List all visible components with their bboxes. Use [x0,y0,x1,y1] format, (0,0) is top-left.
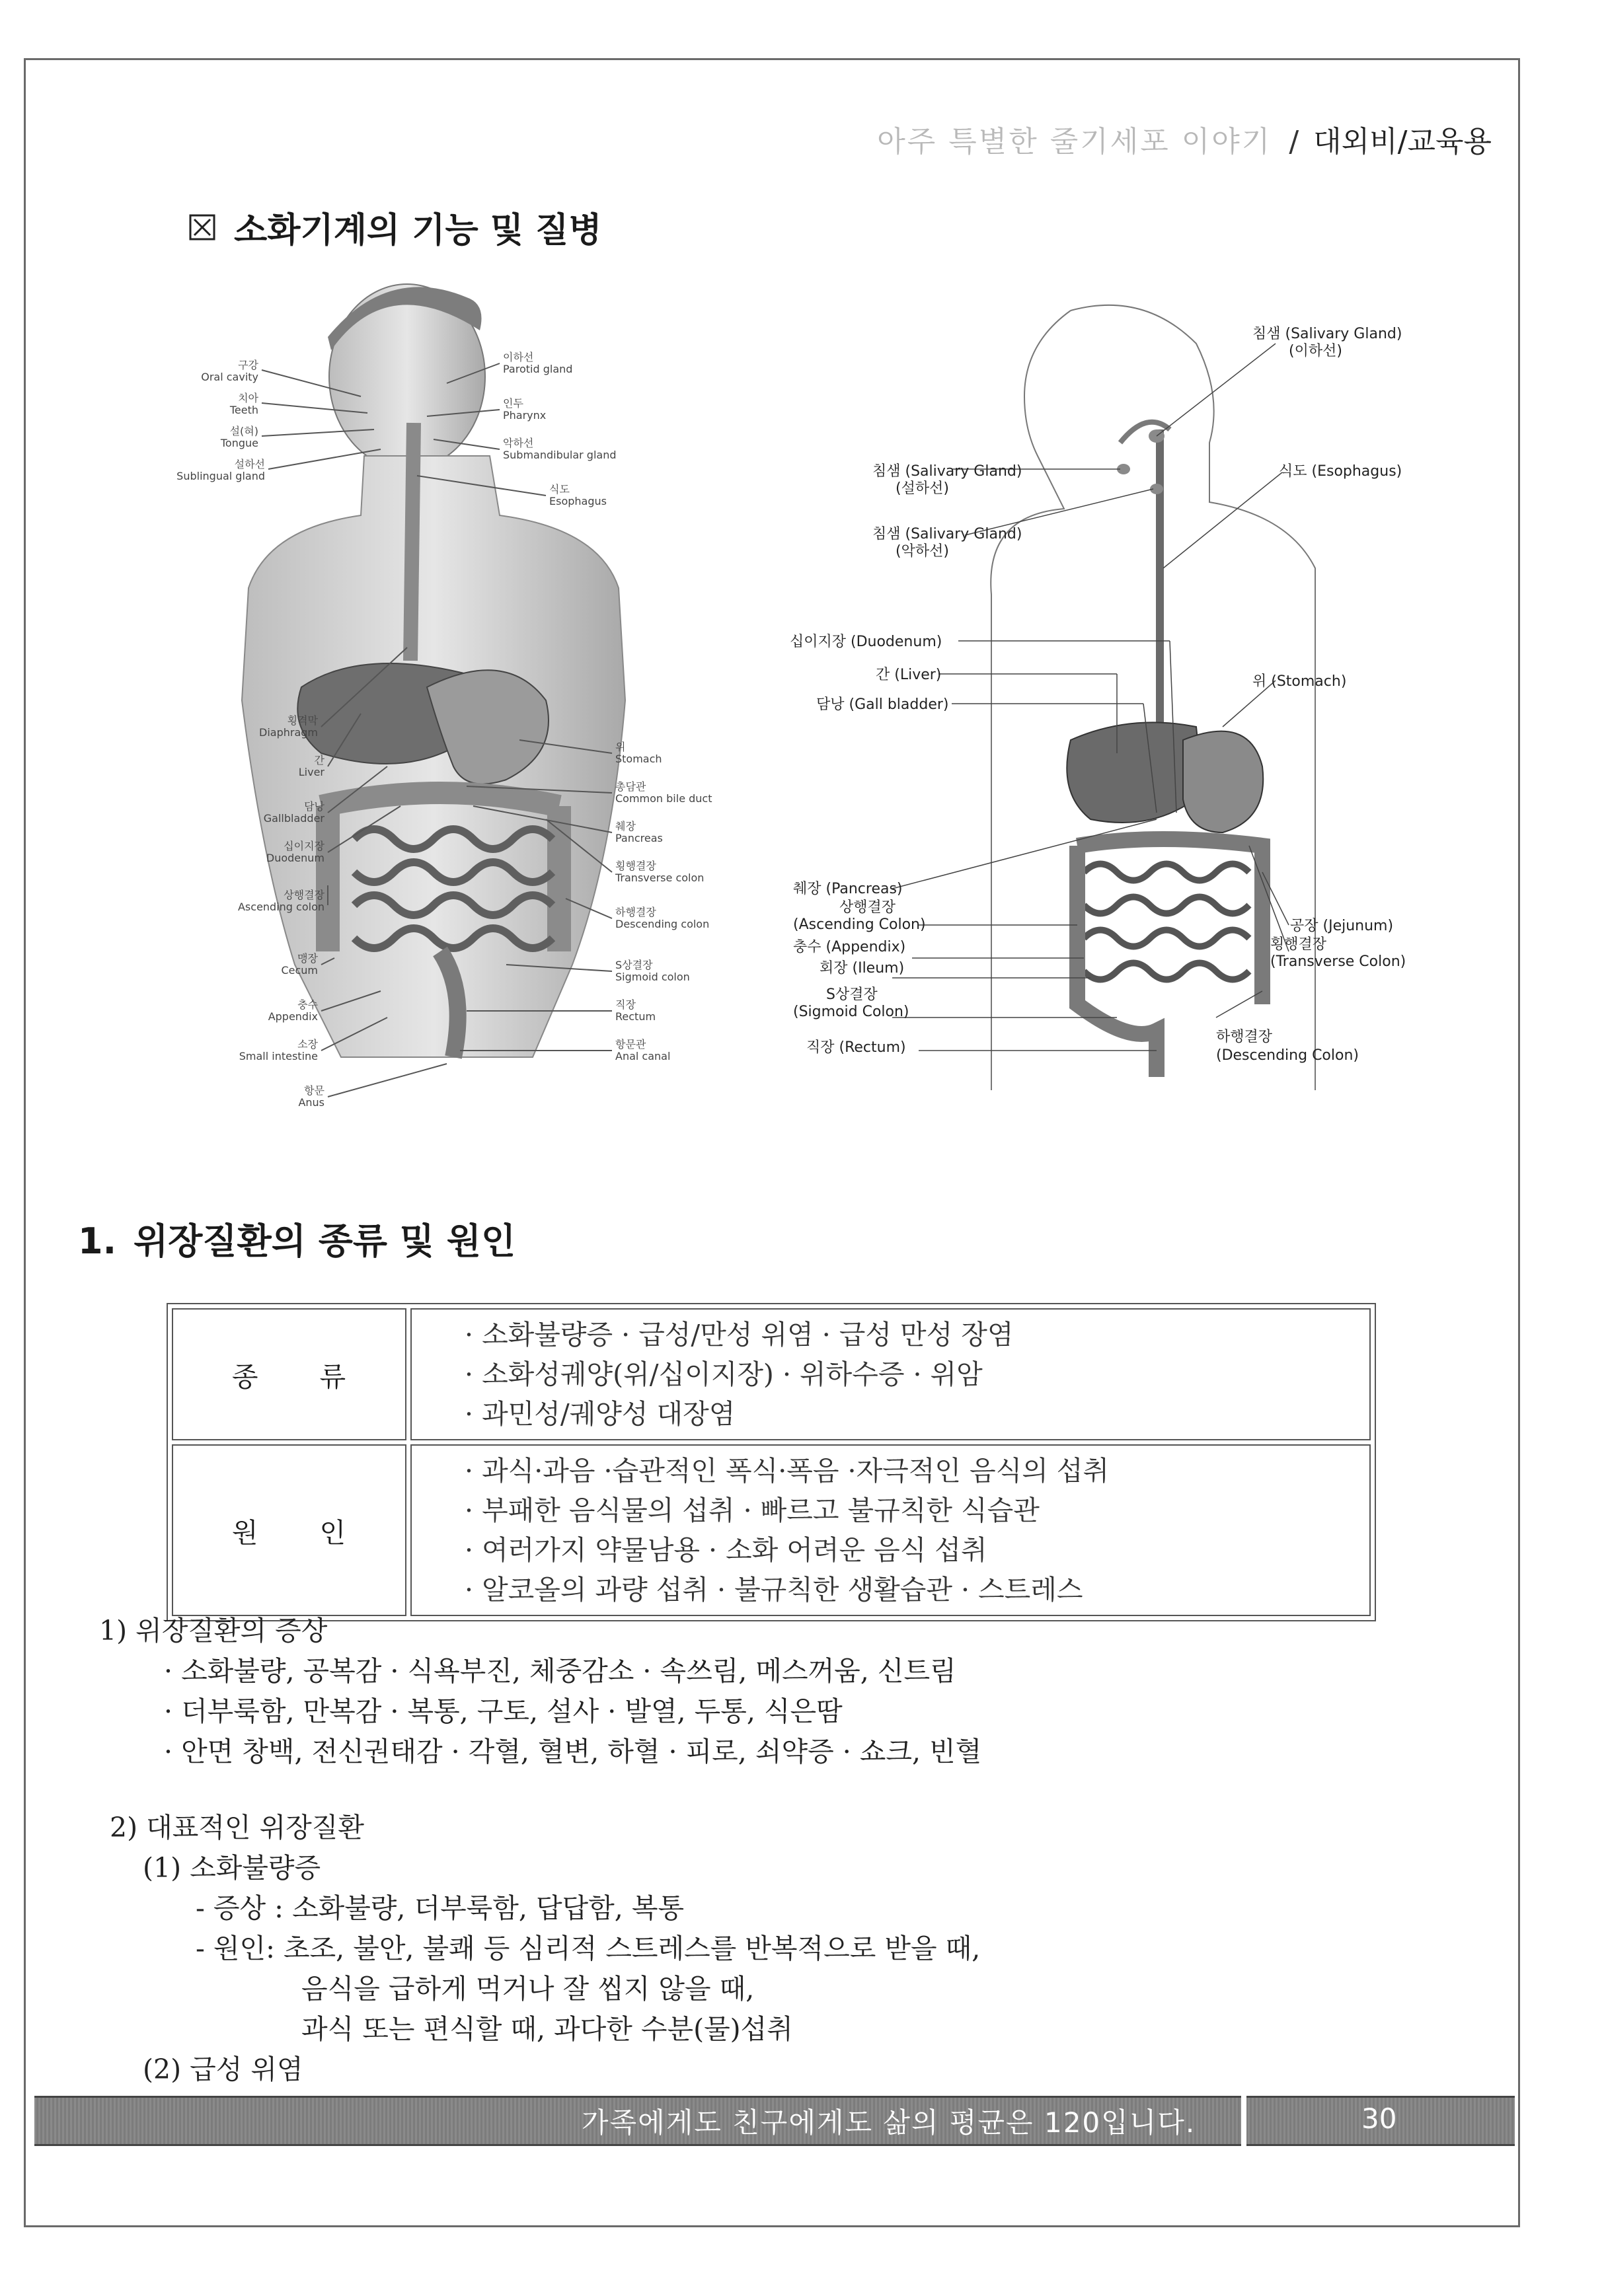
svg-text:Esophagus: Esophagus [549,495,607,507]
svg-text:맹장: 맹장 [297,952,318,965]
page-number: 30 [1361,2102,1397,2135]
table-line: · 부패한 음식물의 섭취 · 빠르고 불규칙한 식습관 [465,1495,1040,1526]
svg-text:소장: 소장 [297,1038,318,1051]
subheading-indigestion: (1) 소화불량증 [143,1852,321,1884]
svg-text:담낭: 담낭 [304,800,325,813]
indigestion-line: - 원인: 초조, 불안, 불쾌 등 심리적 스트레스를 반복적으로 받을 때, [196,1933,981,1964]
symptoms-line: · 더부룩함, 만복감 · 복통, 구토, 설사 · 발열, 두통, 식은땀 [164,1695,843,1727]
svg-text:Anal canal: Anal canal [615,1050,671,1062]
boxed-x-icon [189,214,215,241]
svg-text:횡행결장: 횡행결장 [1270,936,1327,953]
digestive-system-illustration [176,278,731,1123]
page-header [877,118,1492,160]
svg-text:(Transverse Colon): (Transverse Colon) [1270,953,1406,970]
svg-text:이하선: 이하선 [503,351,534,363]
svg-text:Rectum: Rectum [615,1010,656,1023]
svg-text:하행결장: 하행결장 [615,906,656,918]
symptoms-line: · 안면 창백, 전신권태감 · 각혈, 혈변, 하혈 · 피로, 쇠약증 · 쇼크, 빈혈 [164,1736,982,1767]
svg-text:Tongue: Tongue [220,437,258,449]
svg-text:설하선: 설하선 [234,458,265,470]
svg-text:(설하선): (설하선) [896,480,949,497]
table-row [172,1444,1371,1616]
svg-text:침샘 (Salivary Gland): 침샘 (Salivary Gland) [872,463,1022,480]
svg-text:Common bile duct: Common bile duct [615,792,712,805]
svg-text:Descending colon: Descending colon [615,918,710,930]
svg-text:(악하선): (악하선) [896,543,949,560]
svg-text:Oral cavity: Oral cavity [201,371,258,383]
table-line: · 알코올의 과량 섭취 · 불규칙한 생활습관 · 스트레스 [465,1574,1083,1606]
svg-text:Anus: Anus [298,1096,325,1109]
indigestion-line: 과식 또는 편식할 때, 과다한 수분(물)섭취 [301,2013,793,2045]
svg-text:하행결장: 하행결장 [1216,1029,1273,1045]
header-series-title: 아주 특별한 줄기세포 이야기 [877,125,1272,159]
table-row [172,1308,1371,1440]
symptoms-line: · 소화불량, 공복감 · 식욕부진, 체중감소 · 속쓰림, 메스꺼움, 신트림 [164,1655,956,1687]
svg-text:총담관: 총담관 [615,780,646,793]
svg-text:Appendix: Appendix [268,1010,318,1023]
svg-text:Diaphragm: Diaphragm [259,726,318,739]
svg-text:식도: 식도 [549,483,570,496]
svg-text:간 (Liver): 간 (Liver) [876,667,942,683]
svg-text:(Sigmoid Colon): (Sigmoid Colon) [793,1004,909,1020]
svg-text:식도 (Esophagus): 식도 (Esophagus) [1279,463,1402,480]
svg-text:담낭 (Gall bladder): 담낭 (Gall bladder) [816,696,949,713]
svg-text:십이지장 (Duodenum): 십이지장 (Duodenum) [790,634,942,650]
svg-text:위: 위 [615,741,626,753]
svg-text:구강 [238,359,258,371]
svg-text:Stomach: Stomach [615,753,662,765]
svg-text:(이하선): (이하선) [1289,343,1342,359]
svg-text:Sublingual gland: Sublingual gland [176,470,265,482]
symptoms-section [99,1611,981,1772]
svg-text:인두: 인두 [503,397,523,410]
svg-text:충수 (Appendix): 충수 (Appendix) [793,939,906,955]
svg-text:췌장: 췌장 [615,820,636,833]
heading-number: 1. [78,1220,117,1262]
svg-text:Cecum: Cecum [281,964,318,977]
svg-text:횡격막: 횡격막 [287,714,318,727]
disease-table [167,1303,1376,1621]
table-line: · 소화불량증 · 급성/만성 위염 · 급성 만성 장염 [465,1319,1014,1351]
heading-gastro-diseases [78,1213,516,1264]
svg-text:항문관: 항문관 [615,1038,646,1051]
svg-text:직장: 직장 [615,998,636,1011]
svg-text:Pancreas: Pancreas [615,832,663,844]
svg-text:Ascending colon: Ascending colon [237,901,325,913]
label-oral-cavity: 구강 [238,359,258,371]
svg-text:상행결장: 상행결장 [839,899,896,916]
svg-text:설(혀): 설(혀) [229,425,258,437]
svg-text:침샘 (Salivary Gland): 침샘 (Salivary Gland) [1252,326,1402,342]
svg-text:치아: 치아 [238,392,258,404]
svg-text:S상결장: S상결장 [826,986,878,1003]
svg-text:Liver: Liver [298,766,325,778]
table-line: · 과민성/궤양성 대장염 [465,1398,736,1430]
svg-text:Sigmoid colon: Sigmoid colon [615,971,690,983]
svg-text:Pharynx: Pharynx [503,409,547,422]
digestive-system-diagram [786,291,1421,1090]
svg-text:Teeth: Teeth [229,404,258,416]
table-line: · 여러가지 약물남용 · 소화 어려운 음식 섭취 [465,1534,987,1566]
representative-diseases-section [110,1808,980,2090]
table-key-causes: 원 인 [172,1444,406,1616]
subheading-acute-gastritis: (2) 급성 위염 [143,2054,303,2085]
svg-text:위 (Stomach): 위 (Stomach) [1252,673,1347,690]
svg-text:S상결장: S상결장 [615,959,653,971]
svg-text:Parotid gland: Parotid gland [503,363,573,375]
svg-text:(Descending Colon): (Descending Colon) [1216,1047,1359,1064]
heading-text: 위장질환의 종류 및 원인 [134,1220,516,1262]
svg-text:Gallbladder: Gallbladder [263,812,325,825]
table-key-types: 종 류 [172,1308,406,1440]
footer-slogan: 가족에게도 친구에게도 삶의 평균은 120입니다. [582,2106,1196,2139]
svg-text:Submandibular gland: Submandibular gland [503,449,617,461]
indigestion-line: 음식을 급하게 먹거나 잘 씹지 않을 때, [301,1973,755,2005]
indigestion-line: - 증상 : 소화불량, 더부룩함, 답답함, 복통 [196,1892,685,1924]
svg-text:Small intestine: Small intestine [239,1050,318,1062]
table-line: · 과식·과음 ·습관적인 폭식·폭음 ·자극적인 음식의 섭취 [465,1455,1110,1487]
representative-title: 2) 대표적인 위장질환 [110,1812,364,1843]
header-classification: 대외비/교육용 [1313,125,1492,159]
footer-divider [1241,2096,1246,2146]
svg-text:공장 (Jejunum): 공장 (Jejunum) [1290,918,1394,934]
header-separator: / [1289,125,1299,159]
table-value-types [410,1308,1371,1440]
svg-text:췌장 (Pancreas): 췌장 (Pancreas) [793,881,903,897]
svg-text:상행결장: 상행결장 [284,889,325,901]
svg-text:직장 (Rectum): 직장 (Rectum) [806,1039,906,1056]
symptoms-title: 1) 위장질환의 증상 [99,1615,328,1647]
svg-text:침샘 (Salivary Gland): 침샘 (Salivary Gland) [872,526,1022,542]
svg-text:충수: 충수 [297,998,318,1011]
svg-text:회장 (Ileum): 회장 (Ileum) [820,960,905,977]
svg-text:십이지장: 십이지장 [284,840,325,852]
table-line: · 소화성궤양(위/십이지장) · 위하수증 · 위암 [465,1358,983,1390]
section-title [189,202,602,252]
svg-text:(Ascending Colon): (Ascending Colon) [793,916,926,933]
svg-text:악하선: 악하선 [503,437,534,449]
svg-text:Transverse colon: Transverse colon [615,871,705,884]
svg-text:간: 간 [314,754,325,766]
svg-text:Duodenum: Duodenum [266,852,325,864]
svg-text:항문: 항문 [304,1084,325,1097]
svg-text:횡행결장: 횡행결장 [615,860,656,872]
section-title-text: 소화기계의 기능 및 질병 [234,211,602,250]
table-value-causes [410,1444,1371,1616]
